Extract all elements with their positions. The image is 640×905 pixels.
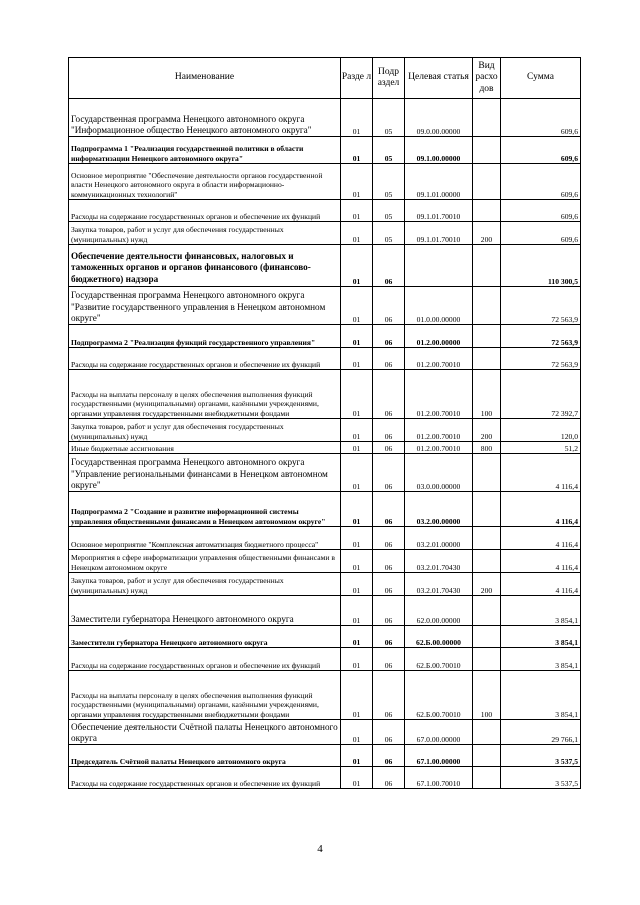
row-name-cell: Мероприятия в сфере информатизации управления общественными финансами в Ненецком автономном округе [69,550,341,573]
row-target-cell: 03.2.01.00000 [405,527,473,550]
row-expense-type-cell [473,527,501,550]
row-name-cell: Государственная программа Ненецкого автономного округа "Информационное общество Ненецкого автономного округа" [69,99,341,137]
row-name-cell: Закупка товаров, работ и услуг для обеспечения государственных (муниципальных) нужд [69,222,341,245]
row-target-cell: 09.1.00.00000 [405,137,473,164]
row-target-cell: 03.2.00.00000 [405,492,473,527]
row-subsection-cell: 05 [373,99,405,137]
row-amount-cell: 72 392,7 [501,370,581,419]
row-amount-cell: 72 563,9 [501,348,581,370]
row-section-cell: 01 [341,596,373,626]
row-section-cell: 01 [341,671,373,720]
row-expense-type-cell [473,492,501,527]
table-body [69,99,581,789]
table-row [69,222,581,245]
row-amount-cell: 609,6 [501,200,581,222]
row-name-cell: Подпрограмма 2 "Реализация функций государственного управления" [69,325,341,348]
row-expense-type-cell: 100 [473,671,501,720]
row-target-cell: 67.1.00.00000 [405,745,473,767]
table-header-row [69,58,581,99]
row-expense-type-cell [473,245,501,287]
row-subsection-cell: 05 [373,137,405,164]
row-name-cell: Заместители губернатора Ненецкого автономного округа [69,596,341,626]
row-name-cell: Заместители губернатора Ненецкого автономного округа [69,626,341,648]
row-section-cell: 01 [341,245,373,287]
row-amount-cell: 609,6 [501,137,581,164]
row-target-cell: 09.1.01.70010 [405,222,473,245]
row-section-cell: 01 [341,648,373,671]
row-expense-type-cell [473,720,501,745]
row-section-cell: 01 [341,99,373,137]
row-target-cell: 09.1.01.70010 [405,200,473,222]
row-amount-cell: 72 563,9 [501,287,581,325]
table-row [69,720,581,745]
table-row [69,287,581,325]
row-name-cell: Государственная программа Ненецкого автономного округа "Управление региональными финансами в Ненецком автономном округе" [69,454,341,492]
row-amount-cell: 3 854,1 [501,671,581,720]
row-name-cell: Обеспечение деятельности финансовых, налоговых и таможенных органов и органов финансового (финансово-бюджетного) надзора [69,245,341,287]
row-expense-type-cell [473,325,501,348]
row-target-cell [405,245,473,287]
row-subsection-cell: 06 [373,720,405,745]
row-name-cell: Расходы на содержание государственных органов и обеспечение их функций [69,767,341,789]
row-subsection-cell: 06 [373,745,405,767]
row-subsection-cell: 06 [373,492,405,527]
row-target-cell: 62.Б.00.70010 [405,671,473,720]
row-target-cell: 03.2.01.70430 [405,550,473,573]
row-subsection-cell: 06 [373,527,405,550]
row-expense-type-cell [473,200,501,222]
row-subsection-cell: 06 [373,626,405,648]
row-section-cell: 01 [341,527,373,550]
row-subsection-cell: 06 [373,245,405,287]
row-amount-cell: 110 300,5 [501,245,581,287]
row-name-cell: Основное мероприятие "Обеспечение деятельности органов государственной власти Ненецкого автономного округа в области информационно-коммуникационных технологий" [69,164,341,200]
row-subsection-cell: 06 [373,370,405,419]
table-row [69,370,581,419]
row-name-cell: Подпрограмма 2 "Создание и развитие информационной системы управления общественными финансами в Ненецком автономном округе" [69,492,341,527]
row-section-cell: 01 [341,137,373,164]
table-row [69,573,581,596]
row-target-cell: 62.Б.00.00000 [405,626,473,648]
row-name-cell: Государственная программа Ненецкого автономного округа "Развитие государственного управления в Ненецком автономном округе" [69,287,341,325]
row-subsection-cell: 06 [373,442,405,454]
row-subsection-cell: 06 [373,648,405,671]
budget-table [68,57,581,789]
row-expense-type-cell [473,648,501,671]
row-section-cell: 01 [341,454,373,492]
row-section-cell: 01 [341,370,373,419]
row-target-cell: 01.2.00.70010 [405,348,473,370]
table-row [69,550,581,573]
row-target-cell: 09.1.01.00000 [405,164,473,200]
row-section-cell: 01 [341,442,373,454]
row-expense-type-cell [473,348,501,370]
row-amount-cell: 4 116,4 [501,454,581,492]
row-expense-type-cell [473,287,501,325]
row-name-cell: Расходы на выплаты персоналу в целях обеспечения выполнения функций государственными (муниципальными) органами, казёнными учреждениями, органами управления государственными внебюджетными фондами [69,370,341,419]
row-section-cell: 01 [341,419,373,442]
row-subsection-cell: 05 [373,164,405,200]
row-section-cell: 01 [341,325,373,348]
header-name: Наименование [69,58,341,99]
row-expense-type-cell: 800 [473,442,501,454]
row-expense-type-cell [473,550,501,573]
row-subsection-cell: 05 [373,222,405,245]
row-expense-type-cell [473,596,501,626]
row-amount-cell: 4 116,4 [501,492,581,527]
table-row [69,767,581,789]
row-amount-cell: 609,6 [501,99,581,137]
header-target-article: Целевая статья [405,58,473,99]
row-target-cell: 09.0.00.00000 [405,99,473,137]
row-name-cell: Расходы на выплаты персоналу в целях обеспечения выполнения функций государственными (муниципальными) органами, казёнными учреждениями, органами управления государственными внебюджетными фондами [69,671,341,720]
row-amount-cell: 4 116,4 [501,550,581,573]
row-target-cell: 01.2.00.70010 [405,442,473,454]
header-amount: Сумма [501,58,581,99]
table-row [69,137,581,164]
row-section-cell: 01 [341,720,373,745]
table-row [69,492,581,527]
row-expense-type-cell: 200 [473,222,501,245]
row-amount-cell: 51,2 [501,442,581,454]
row-name-cell: Расходы на содержание государственных органов и обеспечение их функций [69,648,341,671]
row-section-cell: 01 [341,348,373,370]
row-amount-cell: 4 116,4 [501,573,581,596]
table-row [69,325,581,348]
row-expense-type-cell [473,626,501,648]
row-subsection-cell: 06 [373,573,405,596]
table-row [69,419,581,442]
row-expense-type-cell: 200 [473,419,501,442]
row-amount-cell: 120,0 [501,419,581,442]
row-amount-cell: 3 537,5 [501,767,581,789]
row-subsection-cell: 06 [373,454,405,492]
row-target-cell: 62.Б.00.70010 [405,648,473,671]
header-expense-type: Вид расхо дов [473,58,501,99]
table-row [69,596,581,626]
row-expense-type-cell [473,745,501,767]
row-section-cell: 01 [341,767,373,789]
row-amount-cell: 29 766,1 [501,720,581,745]
row-section-cell: 01 [341,745,373,767]
table-row [69,442,581,454]
row-section-cell: 01 [341,550,373,573]
row-section-cell: 01 [341,164,373,200]
row-target-cell: 62.0.00.00000 [405,596,473,626]
row-amount-cell: 3 854,1 [501,626,581,648]
table-row [69,348,581,370]
row-expense-type-cell [473,767,501,789]
header-section: Разде л [341,58,373,99]
table-row [69,164,581,200]
table-row [69,626,581,648]
table-row [69,648,581,671]
row-target-cell: 01.0.00.00000 [405,287,473,325]
row-target-cell: 67.1.00.70010 [405,767,473,789]
row-name-cell: Расходы на содержание государственных органов и обеспечение их функций [69,348,341,370]
row-subsection-cell: 06 [373,287,405,325]
row-name-cell: Закупка товаров, работ и услуг для обеспечения государственных (муниципальных) нужд [69,573,341,596]
row-section-cell: 01 [341,200,373,222]
table-row [69,99,581,137]
row-subsection-cell: 06 [373,596,405,626]
budget-table-page [68,57,580,789]
row-name-cell: Председатель Счётной палаты Ненецкого автономного округа [69,745,341,767]
table-row [69,454,581,492]
row-target-cell: 01.2.00.00000 [405,325,473,348]
row-section-cell: 01 [341,626,373,648]
row-amount-cell: 4 116,4 [501,527,581,550]
row-name-cell: Подпрограмма 1 "Реализация государственной политики в области информатизации Ненецкого автономного округа" [69,137,341,164]
row-expense-type-cell: 200 [473,573,501,596]
row-expense-type-cell [473,99,501,137]
row-subsection-cell: 06 [373,767,405,789]
row-subsection-cell: 06 [373,671,405,720]
row-expense-type-cell: 100 [473,370,501,419]
row-section-cell: 01 [341,287,373,325]
row-target-cell: 03.0.00.00000 [405,454,473,492]
row-name-cell: Закупка товаров, работ и услуг для обеспечения государственных (муниципальных) нужд [69,419,341,442]
row-expense-type-cell [473,164,501,200]
row-amount-cell: 609,6 [501,164,581,200]
row-subsection-cell: 06 [373,550,405,573]
table-row [69,745,581,767]
row-expense-type-cell [473,454,501,492]
table-row [69,671,581,720]
row-target-cell: 01.2.00.70010 [405,370,473,419]
table-row [69,245,581,287]
row-name-cell: Основное мероприятие "Комплексная автоматизация бюджетного процесса" [69,527,341,550]
table-row [69,527,581,550]
row-subsection-cell: 06 [373,419,405,442]
row-amount-cell: 3 854,1 [501,596,581,626]
row-name-cell: Обеспечение деятельности Счётной палаты Ненецкого автономного округа [69,720,341,745]
row-name-cell: Иные бюджетные ассигнования [69,442,341,454]
row-amount-cell: 3 537,5 [501,745,581,767]
page-number: 4 [317,843,323,855]
row-subsection-cell: 05 [373,200,405,222]
row-target-cell: 03.2.01.70430 [405,573,473,596]
row-name-cell: Расходы на содержание государственных органов и обеспечение их функций [69,200,341,222]
row-amount-cell: 609,6 [501,222,581,245]
row-target-cell: 67.0.00.00000 [405,720,473,745]
row-section-cell: 01 [341,222,373,245]
row-subsection-cell: 06 [373,325,405,348]
row-amount-cell: 72 563,9 [501,325,581,348]
row-section-cell: 01 [341,492,373,527]
header-subsection: Подр аздел [373,58,405,99]
row-amount-cell: 3 854,1 [501,648,581,671]
row-subsection-cell: 06 [373,348,405,370]
row-expense-type-cell [473,137,501,164]
row-section-cell: 01 [341,573,373,596]
table-row [69,200,581,222]
row-target-cell: 01.2.00.70010 [405,419,473,442]
